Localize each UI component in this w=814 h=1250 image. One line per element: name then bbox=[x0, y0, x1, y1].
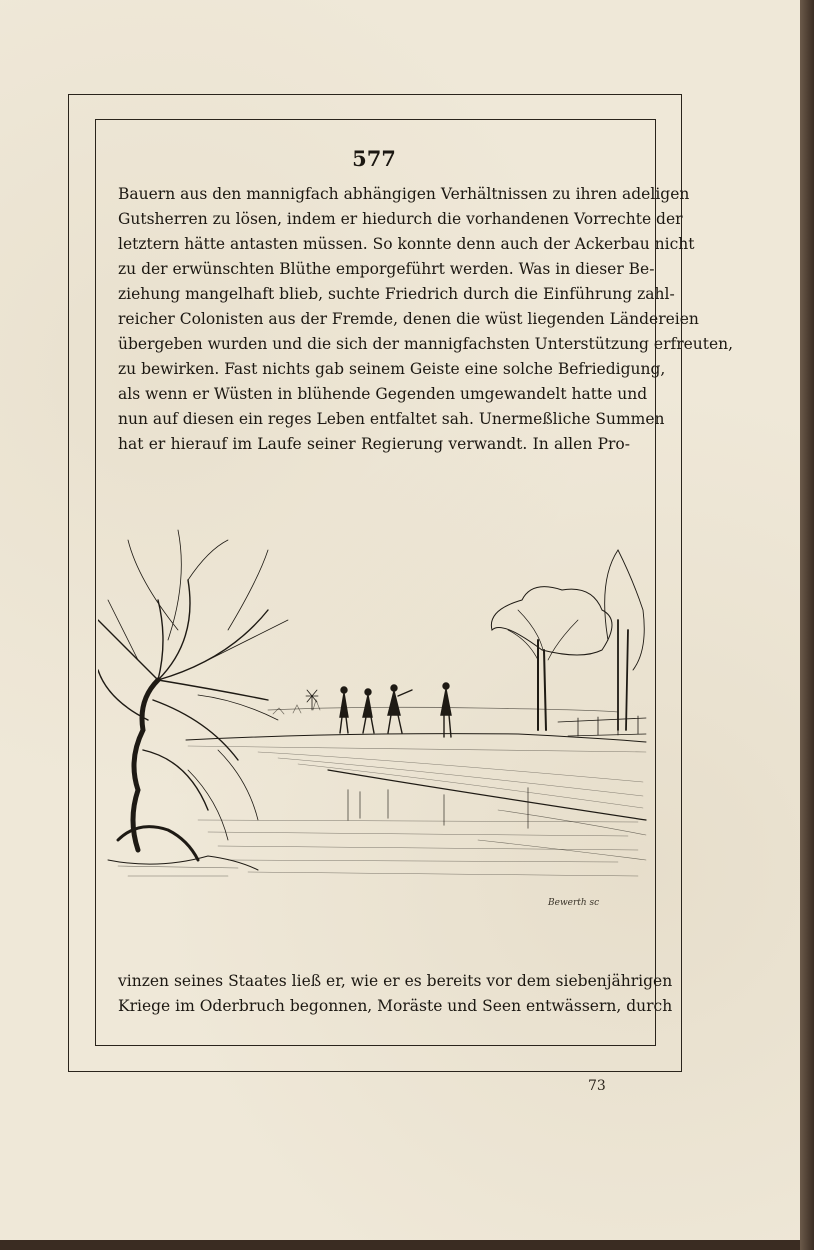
text-line: vinzen seines Staates ließ er, wie er es bereits vor dem siebenjährigen bbox=[118, 972, 673, 990]
text-line: zu der erwünschten Blüthe emporgeführt werden. Was in dieser Be- bbox=[118, 260, 655, 278]
text-line: ziehung mangelhaft blieb, suchte Friedrich durch die Einführung zahl- bbox=[118, 285, 675, 303]
body-text-top bbox=[118, 182, 734, 457]
text-line: Kriege im Oderbruch begonnen, Moräste und Seen entwässern, durch bbox=[118, 997, 673, 1015]
engraving-illustration bbox=[98, 520, 654, 920]
text-line: übergeben wurden und die sich der mannigfachsten Unterstützung erfreuten, bbox=[118, 335, 734, 353]
signature-folio: 73 bbox=[588, 1078, 606, 1094]
book-spine bbox=[800, 0, 814, 1250]
body-text-bottom bbox=[118, 969, 673, 1019]
engraver-signature: Bewerth sc bbox=[548, 898, 600, 908]
text-line: zu bewirken. Fast nichts gab seinem Geiste eine solche Befriedigung, bbox=[118, 360, 666, 378]
text-line: reicher Colonisten aus der Fremde, denen die wüst liegenden Ländereien bbox=[118, 310, 699, 328]
text-line: als wenn er Wüsten in blühende Gegenden umgewandelt hatte und bbox=[118, 385, 648, 403]
text-line: hat er hierauf im Laufe seiner Regierung verwandt. In allen Pro- bbox=[118, 435, 630, 453]
text-line: Gutsherren zu lösen, indem er hiedurch die vorhandenen Vorrechte der bbox=[118, 210, 683, 228]
text-line: letztern hätte antasten müssen. So konnte denn auch der Ackerbau nicht bbox=[118, 235, 695, 253]
page-number: 577 bbox=[352, 146, 396, 171]
text-line: Bauern aus den mannigfach abhängigen Verhältnissen zu ihren adeligen bbox=[118, 185, 690, 203]
text-line: nun auf diesen ein reges Leben entfaltet sah. Unermeßliche Summen bbox=[118, 410, 665, 428]
